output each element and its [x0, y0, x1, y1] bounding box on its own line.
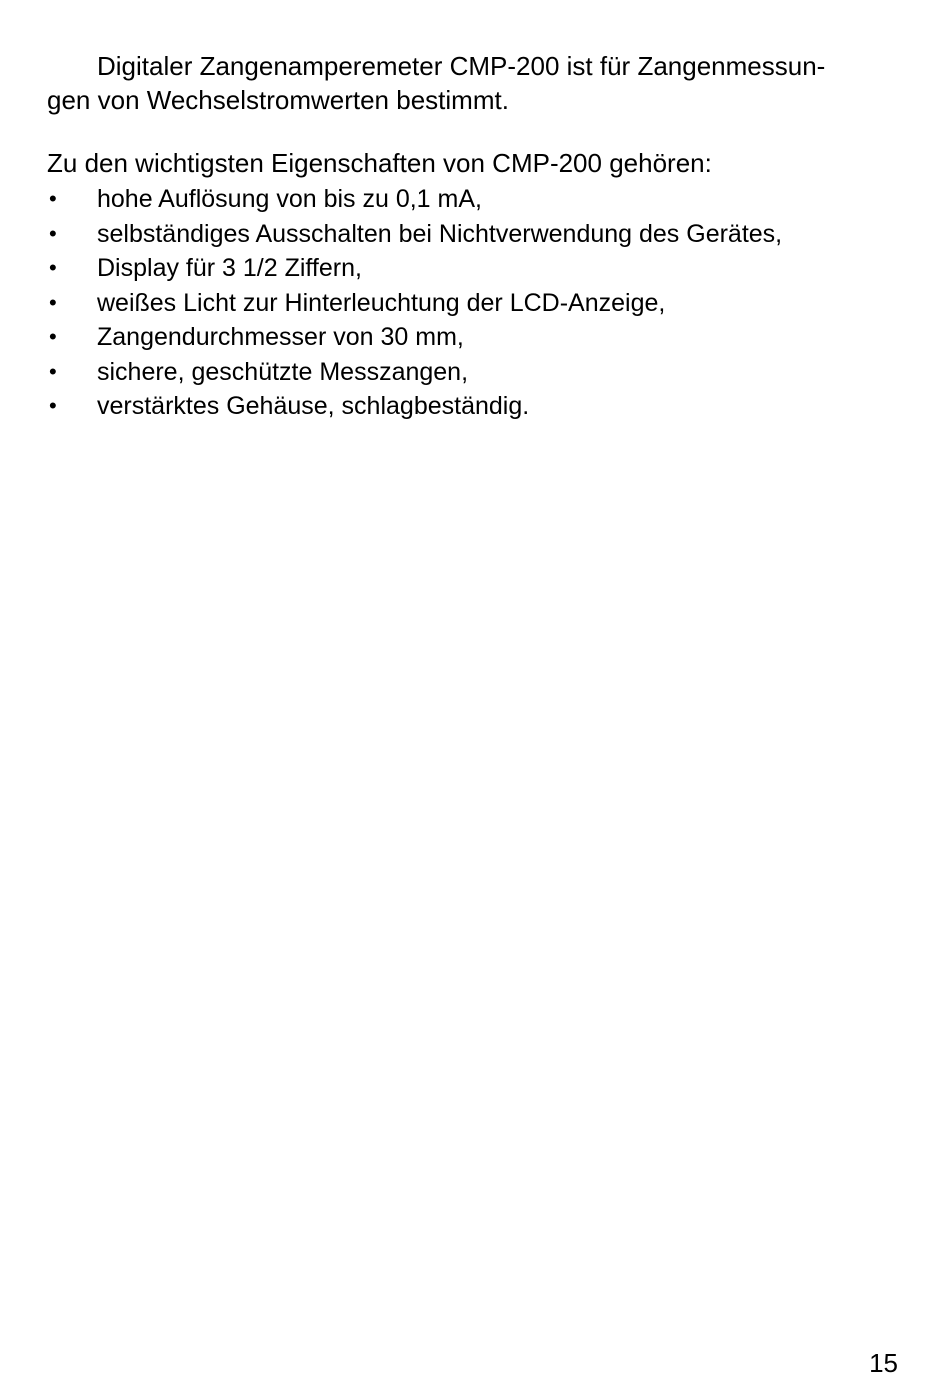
- feature-text: selbständiges Ausschalten bei Nichtverwendung des Gerätes,: [97, 219, 783, 248]
- feature-text: Display für 3 1/2 Ziffern,: [97, 254, 362, 282]
- bullet-icon: •: [49, 393, 57, 418]
- bullet-icon: •: [49, 324, 57, 349]
- bullet-icon: •: [49, 358, 57, 384]
- list-item: [47, 389, 782, 424]
- feature-text: sichere, geschützte Messzangen,: [97, 357, 469, 386]
- feature-text: hohe Auflösung von bis zu 0,1 mA,: [97, 185, 482, 213]
- feature-text: Zangendurchmesser von 30 mm,: [97, 323, 464, 351]
- list-item: [47, 217, 782, 252]
- bullet-icon: •: [49, 186, 57, 211]
- list-item: [47, 355, 782, 390]
- page-number: 15: [869, 1348, 898, 1378]
- intro-line-1: Digitaler Zangenamperemeter CMP-200 ist für Zangenmessun-: [97, 51, 826, 81]
- features-intro: Zu den wichtigsten Eigenschaften von CMP-200 gehören:: [47, 148, 712, 178]
- bullet-icon: •: [49, 255, 57, 280]
- bullet-icon: •: [49, 289, 57, 315]
- bullet-icon: •: [49, 220, 57, 246]
- list-item: [47, 251, 782, 286]
- intro-line-2: gen von Wechselstromwerten bestimmt.: [47, 85, 509, 115]
- features-list: [47, 182, 782, 424]
- list-item: [47, 320, 782, 355]
- list-item: [47, 182, 782, 217]
- list-item: [47, 286, 782, 321]
- intro-paragraph: [47, 49, 899, 117]
- feature-text: verstärktes Gehäuse, schlagbeständig.: [97, 392, 530, 420]
- feature-text: weißes Licht zur Hinterleuchtung der LCD-Anzeige,: [97, 288, 666, 317]
